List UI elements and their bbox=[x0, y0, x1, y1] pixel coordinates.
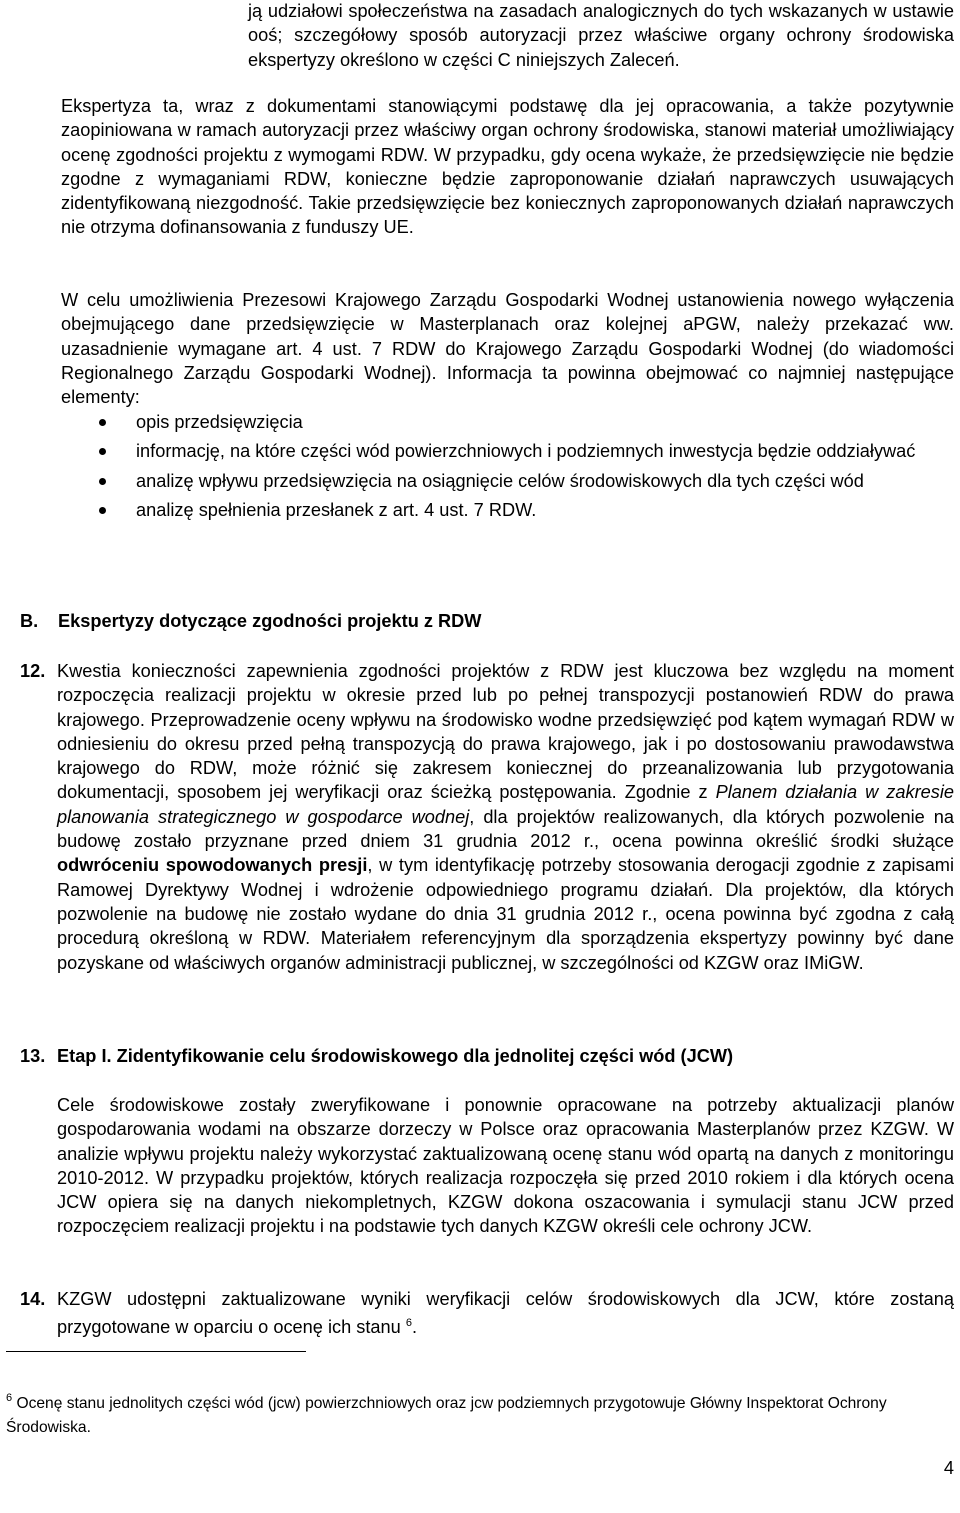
list-item bbox=[61, 469, 954, 493]
section-letter: B. bbox=[20, 611, 39, 631]
item-13-title: Etap I. Zidentyfikowanie celu środowiskowego dla jednolitej części wód (JCW) bbox=[57, 1046, 734, 1066]
item-12-text: , w tym identyfikację potrzeby stosowania derogacji zgodnie z zapisami Ramowej Dyrektywy Wodnej i wdrożenie odpowiedniego programu działań. Dla projektów, dla których pozwolenie na budowę nie zostało wydane do dnia 31 grudnia 2012 r., ocena powinna być zgodna z całą procedurą określoną w RDW. Materiałem referencyjnym dla sporządzenia ekspertyzy powinny być dane pozyskane od właściwych organów administracji publicznej, w szczególności od KZGW oraz IMiGW. bbox=[57, 855, 954, 973]
item-14-paragraph bbox=[57, 1287, 954, 1340]
section-b-heading bbox=[20, 609, 481, 633]
item-13-paragraph: Cele środowiskowe zostały zweryfikowane i ponownie opracowane na potrzeby aktualizacji planów gospodarowania wodami na obszarze dorzeczy w Polsce oraz opracowania Masterplanów przez KZGW. W analizie wpływu projektu należy wykorzystać zaktualizowaną ocenę stanu wód opartą na danych z monitoringu 2010-2012. W przypadku projektów, których realizacja rozpoczęła się przed 2010 rokiem i dla których ocena JCW opiera się na danych niekompletnych, KZGW dokona oszacowania i symulacji stanu JCW przed rozpoczęciem realizacji projektu i na podstawie tych danych KZGW określi cele ochrony JCW. bbox=[57, 1095, 954, 1237]
item-12-text: Kwestia konieczności zapewnienia zgodności projektów z RDW jest kluczowa bez względu na moment rozpoczęcia realizacji projektu w okresie przed lub po pełnej transpozycji postanowień RDW do prawa krajowego. Przeprowadzenie oceny wpływu na środowisko wodne przedsięwzięć pod kątem wymagań RDW w odniesieniu do okresu przed pełną transpozycją do prawa krajowego, jak i po dostosowaniu prawodawstwa krajowego do RDW, może różnić się zakresem koniecznej do przeanalizowania lub przygotowania dokumentacji, sposobem jej weryfikacji oraz ścieżką postępowania. Zgodnie z bbox=[57, 661, 954, 803]
section-title: Ekspertyzy dotyczące zgodności projektu z RDW bbox=[58, 611, 482, 631]
expertise-paragraph: Ekspertyza ta, wraz z dokumentami stanowiącymi podstawę dla jej opracowania, a także pozytywnie zaopiniowana w ramach autoryzacji przez właściwy organ ochrony środowiska, stanowi materiał umożliwiający ocenę zgodności projektu z wymogami RDW. W przypadku, gdy ocena wykaże, że przedsięwzięcie nie będzie zgodne z wymaganiami RDW, konieczne będzie zaproponowanie działań naprawczych usuwających zidentyfikowaną niezgodność. Takie przedsięwzięcie bez koniecznych zaproponowanych działań naprawczych nie otrzyma dofinansowania z funduszy UE. bbox=[61, 96, 954, 238]
bullet-list bbox=[61, 410, 954, 522]
item-12-paragraph bbox=[57, 659, 954, 975]
page-number: 4 bbox=[943, 1458, 954, 1478]
item-12-italic: Planem działania w zakresie planowania strategicznego w gospodarce wodnej bbox=[57, 782, 954, 827]
bullet-icon bbox=[99, 419, 106, 426]
item-12-number: 12. bbox=[20, 661, 46, 681]
footnote bbox=[6, 1386, 926, 1440]
item-14-number: 14. bbox=[20, 1289, 46, 1309]
footnote-text: Ocenę stanu jednolitych części wód (jcw) powierzchniowych oraz jcw podziemnych przygotowuje Główny Inspektorat Ochrony Środowiska. bbox=[6, 1395, 887, 1436]
footnote-marker: 6 bbox=[6, 1392, 13, 1404]
bullet-icon bbox=[99, 507, 106, 514]
footnote-divider bbox=[6, 1351, 306, 1352]
item-13-number: 13. bbox=[20, 1046, 46, 1066]
item-14-end: . bbox=[411, 1317, 417, 1338]
list-item-text: analizę wpływu przedsięwzięcia na osiągnięcie celów środowiskowych dla tych części wód bbox=[136, 470, 864, 491]
list-item bbox=[61, 498, 954, 522]
list-item-text: opis przedsięwzięcia bbox=[136, 412, 303, 432]
list-item-text: informację, na które części wód powierzchniowych i podziemnych inwestycja będzie oddziaływać bbox=[136, 441, 916, 462]
top-fragment: ją udziałowi społeczeństwa na zasadach analogicznych do tych wskazanych w ustawie ooś; szczegółowy sposób autoryzacji przez właściwe organy ochrony środowiska ekspertyzy określono w części C niniejszych Zaleceń. bbox=[248, 1, 954, 70]
item-12-text: , dla projektów realizowanych, dla których pozwolenie na budowę zostało przyznane przed dniem 31 grudnia 2012 r., ocena powinna określić środki służące bbox=[57, 806, 954, 852]
list-item-text: analizę spełnienia przesłanek z art. 4 ust. 7 RDW. bbox=[136, 499, 537, 520]
item-14-text: KZGW udostępni zaktualizowane wyniki weryfikacji celów środowiskowych dla JCW, które zostaną przygotowane w oparciu o ocenę ich stanu bbox=[57, 1289, 954, 1338]
bullet-icon bbox=[99, 448, 106, 455]
bullet-icon bbox=[99, 478, 106, 485]
list-item bbox=[61, 410, 954, 434]
exclusion-paragraph: W celu umożliwienia Prezesowi Krajowego Zarządu Gospodarki Wodnej ustanowienia nowego wyłączenia obejmującego dane przedsięwzięcie w Masterplanach oraz kolejnej aPGW, należy przekazać ww. uzasadnienie wymagane art. 4 ust. 7 RDW do Krajowego Zarządu Gospodarki Wodnej (do wiadomości Regionalnego Zarządu Gospodarki Wodnej). Informacja ta powinna obejmować co najmniej następujące elementy: bbox=[61, 290, 954, 408]
footnote-reference: 6 bbox=[405, 1317, 412, 1330]
item-12-bold: odwróceniu spowodowanych presji bbox=[57, 855, 368, 876]
list-item bbox=[61, 439, 954, 463]
